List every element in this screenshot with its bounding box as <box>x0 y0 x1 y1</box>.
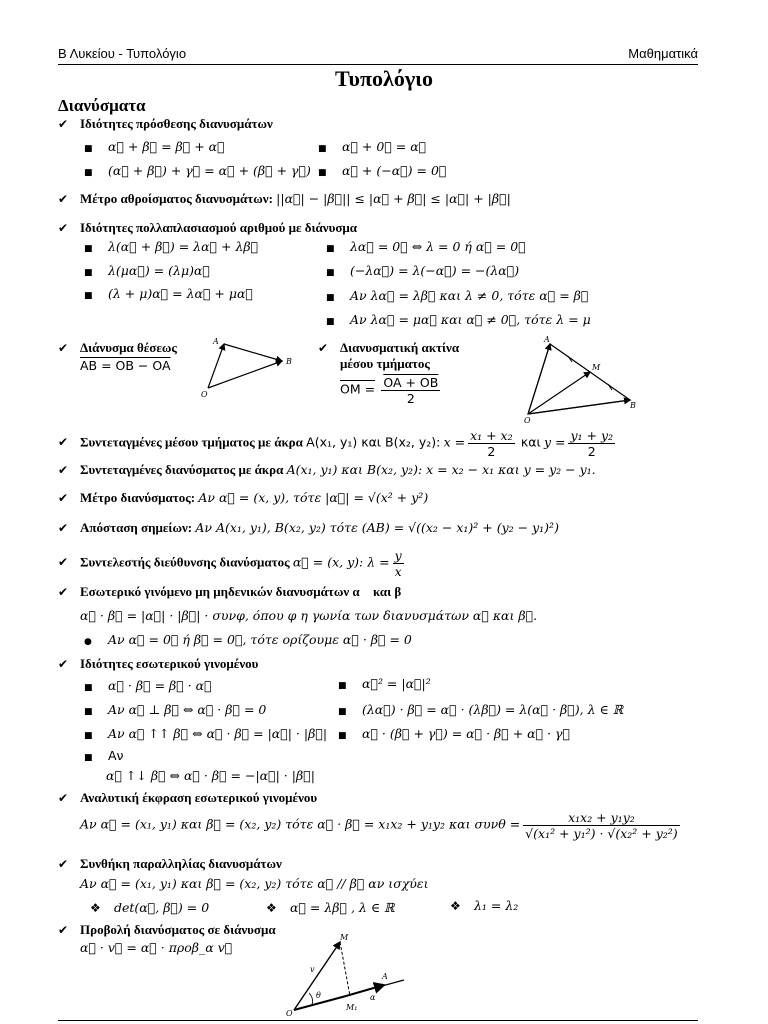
dot-prop-4: ■ (λα⃗) · β⃗ = α⃗ · (λβ⃗) = λ(α⃗ · β⃗), λ ∈ ℝ <box>338 702 624 717</box>
dot-definition: α⃗ · β⃗ = |α⃗| · |β⃗| · συνφ, όπου φ η γωνία των διανυσμάτων α⃗ και β⃗. <box>80 608 538 623</box>
square-bullet-icon: ■ <box>338 731 347 741</box>
add-props-label: Ιδιότητες πρόσθεσης διανυσμάτων <box>80 116 273 131</box>
mid-formula: OM = $\frac{OA + OB}{2}$ <box>340 375 439 406</box>
dot-prop-1: ■ α⃗ · β⃗ = β⃗ · α⃗ <box>84 678 212 693</box>
check-icon: ✔ <box>58 555 69 570</box>
square-bullet-icon: ■ <box>84 144 93 154</box>
row-norm-sum: ✔ Μέτρο αθροίσματος διανυσμάτων: ||α⃗| − |β⃗|| ≤ |α⃗ + β⃗| ≤ |α⃗| + |β⃗| <box>58 191 511 206</box>
row-coords: ✔ Συντεταγμένες διανύσματος με άκρα A(x₁, y₁) και B(x₂, y₂): x = x₂ − x₁ και y = y₂ − y₁. <box>58 462 596 477</box>
round-bullet-icon: ● <box>84 637 92 647</box>
page-header <box>58 44 698 65</box>
square-bullet-icon: ■ <box>326 293 335 303</box>
square-bullet-icon: ■ <box>338 681 347 691</box>
row-dot-props: ✔ Ιδιότητες εσωτερικού γινομένου <box>58 656 259 671</box>
check-icon: ✔ <box>58 585 69 599</box>
dot-prop-7b: α⃗ ↑↓ β⃗ ⇔ α⃗ · β⃗ = −|α⃗| · |β⃗| <box>106 768 315 783</box>
row-mid-vec: ✔ Διανυσματική ακτίνα <box>318 340 460 355</box>
fig1-ab-line <box>224 344 282 361</box>
square-bullet-icon: ■ <box>84 683 93 693</box>
scalar-item-1: ■ λ(α⃗ + β⃗) = λα⃗ + λβ⃗ <box>84 239 259 254</box>
diamond-bullet-icon: ❖ <box>90 901 101 915</box>
dot-zero: ● Αν α⃗ = 0⃗ ή β⃗ = 0⃗, τότε ορίζουμε α⃗ · β⃗ = 0 <box>84 632 412 647</box>
square-bullet-icon: ■ <box>318 144 327 154</box>
square-bullet-icon: ■ <box>338 707 347 717</box>
fig3-label-v: v <box>310 965 315 974</box>
fig2-label-o: O <box>524 416 531 424</box>
square-bullet-icon: ■ <box>84 244 93 254</box>
row-parallel: ✔ Συνθήκη παραλληλίας διανυσμάτων <box>58 856 282 871</box>
analytic-formula: Αν α⃗ = (x₁, y₁) και β⃗ = (x₂, y₂) τότε α⃗ · β⃗ = x₁x₂ + y₁y₂ και συνθ = $\frac{\text{x₁x₂ + y₁y₂}}{\text{√(x₁² + y₁²) · √(x₂² + y₂²)}}$ <box>80 810 678 841</box>
section-title: Διανύσματα <box>58 96 146 115</box>
parallel-formula: Αν α⃗ = (x₁, y₁) και β⃗ = (x₂, y₂) τότε α⃗ // β⃗ αν ισχύει <box>80 876 429 891</box>
row-scalar-props: ✔ Ιδιότητες πολλαπλασιασμού αριθμού με διάνυσμα <box>58 220 358 235</box>
projection-formula: α⃗ · v⃗ = α⃗ · προβ_α v⃗ <box>80 940 233 955</box>
position-vector-figure <box>198 334 298 400</box>
row-analytic: ✔ Αναλυτική έκφραση εσωτερικού γινομένου <box>58 790 318 805</box>
fig3-label-o: O <box>286 1009 293 1018</box>
fig1-label-o: O <box>201 390 208 399</box>
scalar-item-3: ■ λ(μα⃗) = (λμ)α⃗ <box>84 263 210 278</box>
scalar-item-5: ■ (λ + μ)α⃗ = λα⃗ + μα⃗ <box>84 286 253 301</box>
dot-prop-7: ■ Αν <box>84 748 124 763</box>
check-icon: ✔ <box>58 341 69 355</box>
check-icon: ✔ <box>58 857 69 871</box>
check-icon: ✔ <box>58 791 69 805</box>
parallel-cond-3: ❖ λ₁ = λ₂ <box>450 898 519 913</box>
check-icon: ✔ <box>58 657 69 671</box>
scalar-item-2: ■ λα⃗ = 0⃗ ⇔ λ = 0 ή α⃗ = 0⃗ <box>326 239 526 254</box>
row-add-props <box>58 116 273 132</box>
scalar-item-6: ■ Αν λα⃗ = λβ⃗ και λ ≠ 0, τότε α⃗ = β⃗ <box>326 288 589 303</box>
pos-formula: AB = OB − OA <box>80 358 171 373</box>
fig1-label-a: A <box>213 337 219 346</box>
fig3-label-m: M <box>340 933 349 942</box>
row-midpoint: ✔ Συντεταγμένες μέσου τμήματος με άκρα A(x₁, y₁) και B(x₂, y₂): x = $\frac{\text{x₁ + x₂}}{2}$ και y = $\frac{\text{y₁ + y₂}}{2}$ <box>58 428 614 459</box>
row-pos-vec: ✔ Διάνυσμα θέσεως <box>58 340 177 355</box>
fig3-label-m1: M₁ <box>346 1003 358 1012</box>
add-item-4: ■ α⃗ + (−α⃗) = 0⃗ <box>318 163 447 178</box>
fig2-label-m: M <box>592 363 601 372</box>
row-dot: ✔ Εσωτερικό γινόμενο μη μηδενικών διανυσμάτων α⃗ και β⃗ <box>58 584 412 599</box>
square-bullet-icon: ■ <box>84 753 93 763</box>
dot-prop-5: ■ Αν α⃗ ↑↑ β⃗ ⇔ α⃗ · β⃗ = |α⃗| · |β⃗| <box>84 726 328 741</box>
check-icon: ✔ <box>58 923 69 937</box>
row-slope: ✔ Συντελεστής διεύθυνσης διανύσματος α⃗ = (x, y): λ = $\frac{y}{x}$ <box>58 548 402 579</box>
fig1-ob-line <box>208 361 282 388</box>
add-item-1: ■ α⃗ + β⃗ = β⃗ + α⃗ <box>84 139 225 154</box>
page-title: Τυπολόγιο <box>335 66 433 91</box>
check-icon: ✔ <box>318 341 329 355</box>
fig2-label-a: A <box>544 335 550 344</box>
header-left: Β Λυκείου - Τυπολόγιο <box>58 46 187 61</box>
row-projection: ✔ Προβολή διανύσματος σε διάνυσμα <box>58 922 276 937</box>
scalar-item-4: ■ (−λα⃗) = λ(−α⃗) = −(λα⃗) <box>326 263 520 278</box>
fig3-label-theta: θ <box>316 991 321 1000</box>
fig1-label-b: B <box>286 357 292 366</box>
parallel-cond-1: ❖ det(α⃗, β⃗) = 0 <box>90 900 210 915</box>
check-icon: ✔ <box>58 435 69 450</box>
mid-vec-line2: μέσου τμήματος <box>340 356 430 371</box>
square-bullet-icon: ■ <box>84 168 93 178</box>
fig3-label-alpha: α <box>370 993 376 1002</box>
dot-prop-3: ■ Αν α⃗ ⊥ β⃗ ⇔ α⃗ · β⃗ = 0 <box>84 702 267 717</box>
square-bullet-icon: ■ <box>326 317 335 327</box>
square-bullet-icon: ■ <box>84 268 93 278</box>
check-icon: ✔ <box>58 117 69 131</box>
check-icon: ✔ <box>58 491 69 505</box>
page-footer-rule <box>58 1020 698 1021</box>
check-icon: ✔ <box>58 192 69 206</box>
parallel-cond-2: ❖ α⃗ = λβ⃗ , λ ∈ ℝ <box>266 900 395 915</box>
row-norm: ✔ Μέτρο διανύσματος: Αν α⃗ = (x, y), τότε |α⃗| = √(x² + y²) <box>58 490 429 505</box>
add-item-3: ■ (α⃗ + β⃗) + γ⃗ = α⃗ + (β⃗ + γ⃗) <box>84 163 311 178</box>
check-icon: ✔ <box>58 221 69 235</box>
diamond-bullet-icon: ❖ <box>266 901 277 915</box>
check-icon: ✔ <box>58 521 69 535</box>
fig1-oa-line <box>208 344 224 388</box>
add-item-2: ■ α⃗ + 0⃗ = α⃗ <box>318 139 427 154</box>
fig2-om-line <box>528 372 590 414</box>
fig3-label-a: A <box>382 972 388 981</box>
square-bullet-icon: ■ <box>326 244 335 254</box>
diamond-bullet-icon: ❖ <box>450 899 461 913</box>
square-bullet-icon: ■ <box>326 268 335 278</box>
dot-prop-2: ■ α⃗² = |α⃗|² <box>338 676 431 691</box>
scalar-item-7: ■ Αν λα⃗ = μα⃗ και α⃗ ≠ 0⃗, τότε λ = μ <box>326 312 591 327</box>
square-bullet-icon: ■ <box>84 707 93 717</box>
square-bullet-icon: ■ <box>84 291 93 301</box>
row-distance: ✔ Απόσταση σημείων: Αν A(x₁, y₁), B(x₂, y₂) τότε (AB) = √((x₂ − x₁)² + (y₂ − y₁)²) <box>58 520 559 535</box>
fig3-projection-line <box>340 942 350 996</box>
dot-prop-6: ■ α⃗ · (β⃗ + γ⃗) = α⃗ · β⃗ + α⃗ · γ⃗ <box>338 726 571 741</box>
fig3-a-vector <box>346 985 384 996</box>
square-bullet-icon: ■ <box>318 168 327 178</box>
midpoint-vector-figure <box>518 334 642 424</box>
fig2-label-b: B <box>630 401 636 410</box>
header-right: Μαθηματικά <box>628 46 698 61</box>
square-bullet-icon: ■ <box>84 731 93 741</box>
projection-figure <box>282 930 412 1020</box>
check-icon: ✔ <box>58 463 69 477</box>
